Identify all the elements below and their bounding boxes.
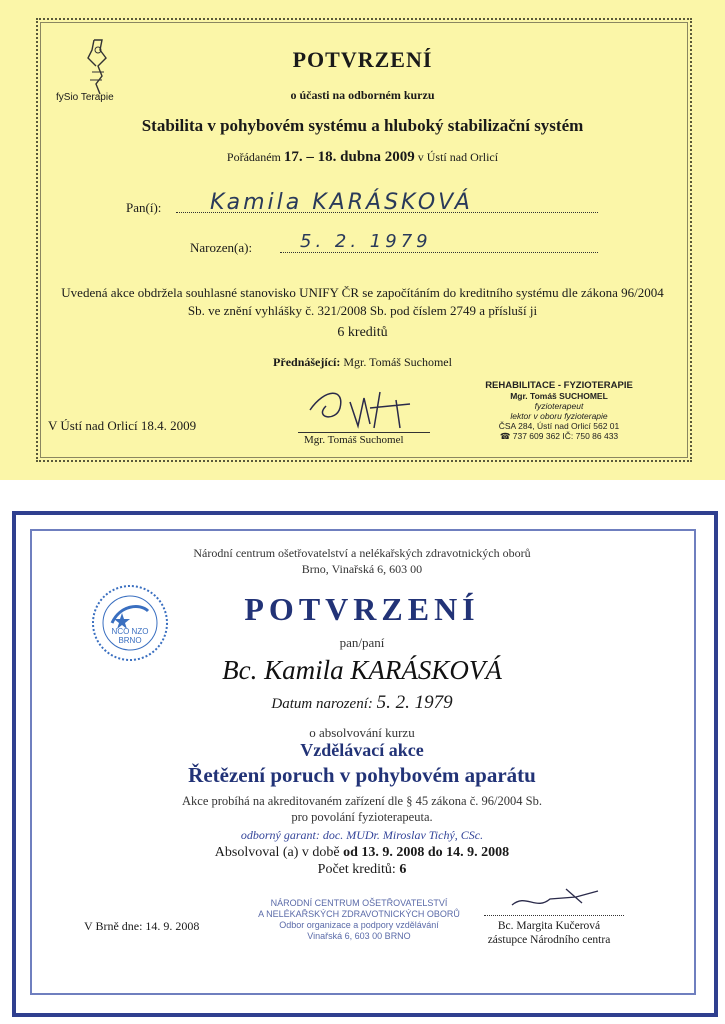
- birth-date: [6, 692, 718, 714]
- organization-address: Brno, Vinařská 6, 603 00: [301, 562, 423, 576]
- credit-count: [6, 862, 718, 878]
- accreditation-text: [6, 793, 718, 825]
- dob-value: 5. 2. 1979: [376, 692, 453, 713]
- signature-icon: [506, 885, 606, 915]
- event-type: Vzdělávací akce: [300, 740, 424, 760]
- born-dotted-line: [280, 252, 598, 253]
- lecturer: [0, 355, 725, 370]
- seal-text: NCO NZO BRNO: [111, 627, 149, 645]
- stamp-line: REHABILITACE - FYZIOTERAPIE: [485, 380, 633, 391]
- done-prefix: Absolvoval (a) v době: [214, 845, 340, 860]
- signer: [474, 919, 624, 947]
- born-label: Narozen(a):: [190, 240, 253, 255]
- completion-period: [6, 845, 718, 861]
- participant-name: Bc. Kamila KARÁSKOVÁ: [222, 655, 502, 685]
- certificate-course-completion: [6, 505, 718, 1017]
- credits: 6 kreditů: [337, 325, 388, 340]
- birth-date: 5. 2. 1979: [300, 231, 432, 252]
- done-dates: od 13. 9. 2008 do 14. 9. 2008: [343, 845, 510, 860]
- stamp-line: Mgr. Tomáš SUCHOMEL: [510, 391, 608, 401]
- signature-name: Mgr. Tomáš Suchomel: [304, 434, 404, 446]
- signer-name: Bc. Margita Kučerová: [497, 920, 601, 932]
- held-prefix: Pořádaném: [226, 150, 281, 164]
- place-date: V Ústí nad Orlicí 18.4. 2009: [48, 418, 197, 433]
- stamp: [474, 381, 644, 441]
- accreditation-line: Akce probíhá na akreditovaném zařízení dle § 45 zákona č. 96/2004 Sb.: [182, 794, 542, 808]
- stamp-line: A NELÉKAŘSKÝCH ZDRAVOTNICKÝCH OBORŮ: [258, 909, 460, 919]
- stamp-line: Odbor organizace a podpory vzdělávání: [279, 920, 439, 930]
- accreditation-paragraph: Uvedená akce obdržela souhlasné stanovisko UNIFY ČR se započítáním do kreditního systému dle zákona 96/2004 Sb. ve znění vyhlášky č. 321/2008 Sb. pod číslem 2749 a přísluší ji: [61, 285, 664, 318]
- signer-role: zástupce Národního centra: [487, 934, 611, 946]
- organization-name: Národní centrum ošetřovatelství a nelékařských zdravotnických oborů: [193, 546, 531, 560]
- certificate-title: POTVRZENÍ: [244, 591, 480, 627]
- signature-line: [298, 432, 430, 433]
- course-title: Řetězení poruch v pohybovém aparátu: [188, 763, 536, 787]
- stamp-line: lektor v oboru fyzioterapie: [510, 411, 608, 421]
- name-label: Pan(í):: [126, 200, 162, 215]
- professional-guarantor: odborný garant: doc. MUDr. Miroslav Tichý, CSc.: [240, 828, 484, 842]
- stamp-line: fyzioterapeut: [534, 401, 584, 411]
- logo-text: fySio Terapie: [56, 92, 114, 103]
- completion-text: o absolvování kurzu: [309, 725, 415, 740]
- salutation: pan/paní: [339, 635, 385, 650]
- stamp-line: NÁRODNÍ CENTRUM OŠETŘOVATELSTVÍ: [270, 898, 448, 908]
- accreditation-line: pro povolání fyzioterapeuta.: [291, 810, 433, 824]
- certificate-title: POTVRZENÍ: [292, 47, 433, 72]
- participant-name: Kamila KARÁSKOVÁ: [210, 190, 473, 215]
- stamp-line: ☎ 737 609 362 IČ: 750 86 433: [499, 431, 619, 441]
- held-dates: 17. – 18. dubna 2009: [283, 149, 415, 165]
- place-date: V Brně dne: 14. 9. 2008: [84, 919, 200, 933]
- stamp-line: ČSA 284, Ústí nad Orlicí 562 01: [498, 421, 620, 431]
- count-label: Počet kreditů:: [317, 862, 396, 877]
- signature-icon: [300, 388, 440, 436]
- held-place: v Ústí nad Orlicí: [417, 150, 499, 164]
- certificate-subtitle: o účasti na odborném kurzu: [290, 88, 435, 102]
- lecturer-name: Mgr. Tomáš Suchomel: [343, 355, 452, 369]
- lecturer-label: Přednášející:: [273, 355, 341, 369]
- dob-label: Datum narození:: [271, 696, 373, 712]
- count-value: 6: [399, 862, 407, 877]
- event-held: [0, 149, 725, 166]
- certificate-participation: [0, 0, 725, 480]
- stamp-line: Vinařská 6, 603 00 BRNO: [307, 931, 411, 941]
- organization-header: [6, 545, 718, 577]
- course-title: Stabilita v pohybovém systému a hluboký stabilizační systém: [141, 116, 584, 135]
- signature-line: [484, 915, 624, 916]
- stamp: [254, 898, 464, 942]
